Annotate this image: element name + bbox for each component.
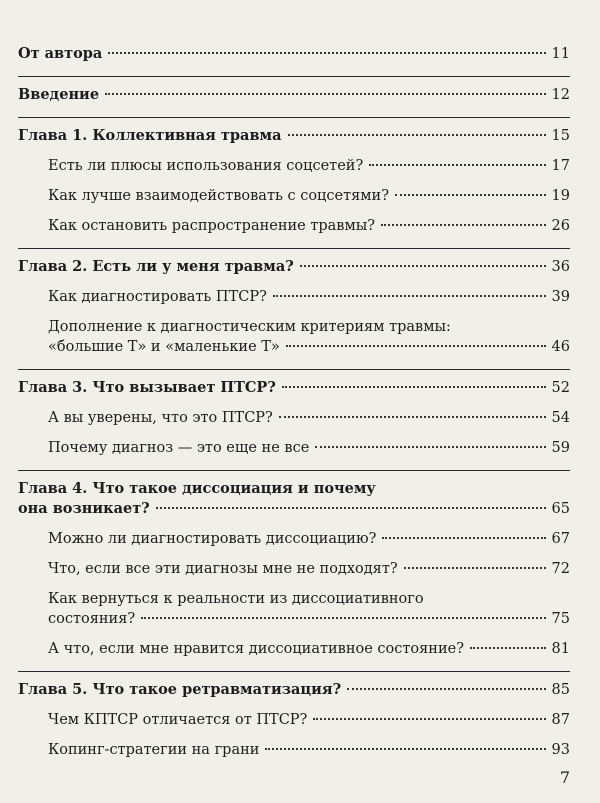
dot-leader — [288, 134, 546, 136]
toc-page: 67 — [551, 531, 570, 547]
dot-leader — [279, 416, 546, 418]
toc-page: 87 — [551, 712, 570, 728]
dot-leader — [273, 295, 546, 297]
toc-page: 39 — [551, 289, 570, 305]
divider — [18, 248, 570, 249]
toc-title: Почему диагноз — это еще не все — [48, 440, 310, 456]
toc-section — [18, 186, 570, 206]
toc-title: Копинг-стратегии на грани — [48, 742, 260, 758]
toc-title: А что, если мне нравится диссоциативное состояние? — [48, 641, 464, 657]
toc-page: 72 — [551, 561, 570, 577]
toc-title: Как диагностировать ПТСР? — [48, 289, 267, 305]
dot-leader — [315, 446, 545, 448]
dot-leader — [108, 52, 545, 54]
dot-leader — [265, 748, 545, 750]
toc-section — [18, 639, 570, 659]
divider — [18, 117, 570, 118]
toc-title: Как лучше взаимодействовать с соцсетями? — [48, 188, 389, 204]
toc-title: Можно ли диагностировать диссоциацию? — [48, 531, 377, 547]
toc-page: 11 — [551, 46, 570, 62]
dot-leader — [381, 224, 545, 226]
dot-leader — [282, 386, 546, 388]
toc-page: 93 — [551, 742, 570, 758]
toc-chapter-1 — [18, 126, 570, 146]
toc-title: Глава 1. Коллективная травма — [18, 127, 282, 144]
toc-title-line2: состояния? — [48, 611, 136, 627]
divider — [18, 470, 570, 471]
toc-title: Введение — [18, 86, 100, 103]
toc-entry-author — [18, 44, 570, 64]
toc-title-line1: Дополнение к диагностическим критериям травмы: — [48, 319, 451, 335]
toc-title-line2: «большие Т» и «маленькие Т» — [48, 339, 280, 355]
divider — [18, 369, 570, 370]
toc-title-line1: Как вернуться к реальности из диссоциативного — [48, 591, 424, 607]
toc-title: Глава 3. Что вызывает ПТСР? — [18, 379, 276, 396]
toc-section — [18, 317, 570, 357]
divider — [18, 76, 570, 77]
toc-page: 19 — [551, 188, 570, 204]
toc-section — [18, 589, 570, 629]
dot-leader — [141, 617, 545, 619]
toc-section — [18, 216, 570, 236]
dot-leader — [300, 265, 546, 267]
dot-leader — [369, 164, 545, 166]
toc-title: Как остановить распространение травмы? — [48, 218, 376, 234]
dot-leader — [347, 688, 545, 690]
toc-page: 65 — [551, 501, 570, 517]
toc-title: Чем КПТСР отличается от ПТСР? — [48, 712, 308, 728]
toc-page: 15 — [551, 128, 570, 144]
toc-page: 52 — [551, 380, 570, 396]
toc-page: 17 — [551, 158, 570, 174]
toc-title: А вы уверены, что это ПТСР? — [48, 410, 273, 426]
toc-section — [18, 287, 570, 307]
toc-section — [18, 408, 570, 428]
toc-title-line1: Глава 4. Что такое диссоциация и почему — [18, 480, 376, 497]
table-of-contents — [18, 44, 570, 760]
toc-section — [18, 156, 570, 176]
toc-page: 36 — [551, 259, 570, 275]
toc-section — [18, 710, 570, 730]
toc-title: Глава 5. Что такое ретравматизация? — [18, 681, 342, 698]
dot-leader — [404, 567, 546, 569]
toc-page: 12 — [551, 87, 570, 103]
toc-entry-intro — [18, 85, 570, 105]
dot-leader — [395, 194, 546, 196]
toc-chapter-4 — [18, 479, 570, 519]
toc-page: 46 — [551, 339, 570, 355]
toc-title: От автора — [18, 45, 103, 62]
toc-title: Что, если все эти диагнозы мне не подходят? — [48, 561, 398, 577]
toc-title-line2: она возникает? — [18, 500, 150, 517]
toc-chapter-3 — [18, 378, 570, 398]
toc-section — [18, 740, 570, 760]
toc-page: 59 — [551, 440, 570, 456]
dot-leader — [382, 537, 545, 539]
toc-page: 26 — [551, 218, 570, 234]
toc-section — [18, 438, 570, 458]
toc-page: 81 — [551, 641, 570, 657]
dot-leader — [156, 507, 546, 509]
toc-page: 85 — [551, 682, 570, 698]
dot-leader — [286, 345, 546, 347]
toc-page: 54 — [551, 410, 570, 426]
toc-chapter-2 — [18, 257, 570, 277]
toc-title: Есть ли плюсы использования соцсетей? — [48, 158, 364, 174]
toc-chapter-5 — [18, 680, 570, 700]
toc-title: Глава 2. Есть ли у меня травма? — [18, 258, 294, 275]
dot-leader — [105, 93, 546, 95]
toc-section — [18, 529, 570, 549]
page-number: 7 — [559, 768, 570, 787]
divider — [18, 671, 570, 672]
dot-leader — [313, 718, 545, 720]
toc-section — [18, 559, 570, 579]
toc-page: 75 — [551, 611, 570, 627]
dot-leader — [470, 647, 546, 649]
